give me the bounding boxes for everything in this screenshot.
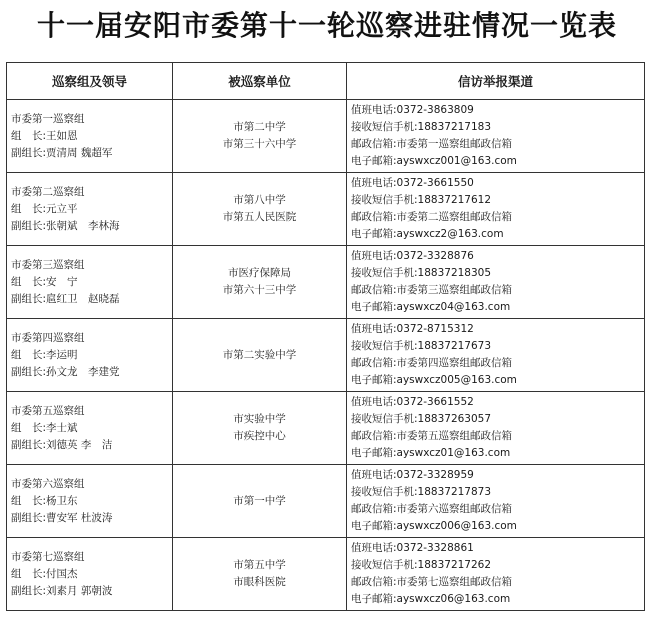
group-line: 市委第四巡察组 — [11, 331, 85, 344]
group-line: 副组长:刘德英 李 洁 — [11, 438, 113, 451]
group-line: 副组长:孙文龙 李建党 — [11, 365, 120, 378]
group-line: 市委第三巡察组 — [11, 258, 85, 271]
group-line: 副组长:贾清周 魏超军 — [11, 146, 113, 159]
table-row — [7, 465, 645, 538]
group-line: 市委第一巡察组 — [11, 112, 85, 125]
units-cell — [173, 538, 347, 611]
channels-line: 电子邮箱:ayswxcz005@163.com — [351, 374, 517, 386]
channels-line: 值班电话:0372-3328876 — [351, 250, 474, 262]
channels-line: 邮政信箱:市委第六巡察组邮政信箱 — [351, 503, 513, 515]
channels-cell — [347, 173, 645, 246]
channels-cell — [347, 319, 645, 392]
group-cell — [7, 392, 173, 465]
channels-cell — [347, 465, 645, 538]
units-line: 市第二实验中学 — [222, 348, 297, 361]
units-cell — [173, 246, 347, 319]
units-line: 市第三十六中学 — [222, 138, 297, 150]
units-line: 市医疗保障局 — [228, 267, 291, 279]
channels-line: 接收短信手机:18837217673 — [351, 340, 492, 352]
channels-line: 邮政信箱:市委第五巡察组邮政信箱 — [351, 430, 513, 442]
channels-line: 值班电话:0372-3661550 — [351, 177, 474, 189]
units-cell — [173, 392, 347, 465]
channels-line: 接收短信手机:18837217183 — [351, 121, 492, 133]
group-line: 组 长:安 宁 — [11, 275, 78, 288]
column-header-units: 被巡察单位 — [173, 63, 347, 100]
channels-line: 电子邮箱:ayswxcz04@163.com — [351, 301, 511, 313]
group-cell — [7, 246, 173, 319]
channels-line: 接收短信手机:18837217262 — [351, 559, 492, 571]
channels-line: 接收短信手机:18837217873 — [351, 486, 492, 498]
units-line: 市第六十三中学 — [222, 284, 297, 296]
channels-line: 电子邮箱:ayswxcz01@163.com — [351, 447, 511, 459]
channels-cell — [347, 246, 645, 319]
units-line: 市眼科医院 — [233, 576, 286, 588]
channels-cell — [347, 100, 645, 173]
group-line: 副组长:张朝斌 李林海 — [11, 219, 120, 232]
group-line: 市委第五巡察组 — [11, 404, 85, 417]
channels-line: 电子邮箱:ayswxcz2@163.com — [351, 228, 504, 240]
group-cell — [7, 173, 173, 246]
group-line: 组 长:元立平 — [11, 202, 78, 215]
table-row — [7, 100, 645, 173]
channels-line: 邮政信箱:市委第四巡察组邮政信箱 — [351, 357, 513, 369]
channels-line: 电子邮箱:ayswxcz006@163.com — [351, 520, 517, 532]
units-line: 市第五中学 — [233, 559, 286, 571]
units-line: 市第二中学 — [233, 121, 286, 133]
group-line: 市委第七巡察组 — [11, 550, 85, 563]
channels-line: 值班电话:0372-3328959 — [351, 469, 474, 481]
group-line: 组 长:李运明 — [11, 348, 78, 361]
channels-line: 邮政信箱:市委第三巡察组邮政信箱 — [351, 284, 513, 296]
units-cell — [173, 173, 347, 246]
table-body — [7, 100, 645, 611]
table-row — [7, 392, 645, 465]
inspection-table — [6, 62, 645, 611]
group-cell — [7, 538, 173, 611]
group-line: 市委第六巡察组 — [11, 477, 85, 490]
units-line: 市第一中学 — [233, 494, 286, 507]
table-row — [7, 173, 645, 246]
channels-line: 邮政信箱:市委第二巡察组邮政信箱 — [351, 211, 513, 223]
units-cell — [173, 100, 347, 173]
group-cell — [7, 465, 173, 538]
channels-line: 接收短信手机:18837218305 — [351, 267, 492, 279]
table-row — [7, 246, 645, 319]
column-header-group: 巡察组及领导 — [7, 63, 173, 100]
page-title: 十一届安阳市委第十一轮巡察进驻情况一览表 — [36, 9, 617, 42]
group-line: 组 长:付国杰 — [11, 567, 78, 580]
group-line: 副组长:扈红卫 赵晓磊 — [11, 292, 120, 305]
units-cell — [173, 465, 347, 538]
channels-line: 邮政信箱:市委第七巡察组邮政信箱 — [351, 576, 513, 588]
channels-line: 接收短信手机:18837217612 — [351, 194, 492, 206]
units-cell — [173, 319, 347, 392]
channels-line: 值班电话:0372-3328861 — [351, 542, 474, 554]
group-cell — [7, 319, 173, 392]
group-line: 组 长:杨卫东 — [11, 494, 78, 507]
group-line: 市委第二巡察组 — [11, 185, 85, 198]
table-header-row — [7, 63, 645, 100]
channels-line: 值班电话:0372-3863809 — [351, 104, 474, 116]
channels-cell — [347, 392, 645, 465]
channels-line: 值班电话:0372-3661552 — [351, 396, 474, 408]
column-header-channels: 信访举报渠道 — [347, 63, 645, 100]
channels-line: 电子邮箱:ayswxcz001@163.com — [351, 155, 517, 167]
group-line: 组 长:王如恩 — [11, 129, 78, 142]
channels-line: 接收短信手机:18837263057 — [351, 413, 492, 425]
units-line: 市第五人民医院 — [222, 211, 297, 223]
units-line: 市疾控中心 — [233, 430, 286, 442]
channels-cell — [347, 538, 645, 611]
group-line: 副组长:曹安军 杜波涛 — [11, 511, 113, 524]
table-row — [7, 538, 645, 611]
group-line: 组 长:李士斌 — [11, 421, 78, 434]
group-line: 副组长:刘素月 郭朝波 — [11, 584, 113, 597]
group-cell — [7, 100, 173, 173]
units-line: 市实验中学 — [233, 413, 286, 425]
table-row — [7, 319, 645, 392]
units-line: 市第八中学 — [233, 194, 286, 206]
channels-line: 邮政信箱:市委第一巡察组邮政信箱 — [351, 138, 513, 150]
channels-line: 电子邮箱:ayswxcz06@163.com — [351, 593, 511, 605]
channels-line: 值班电话:0372-8715312 — [351, 323, 474, 335]
